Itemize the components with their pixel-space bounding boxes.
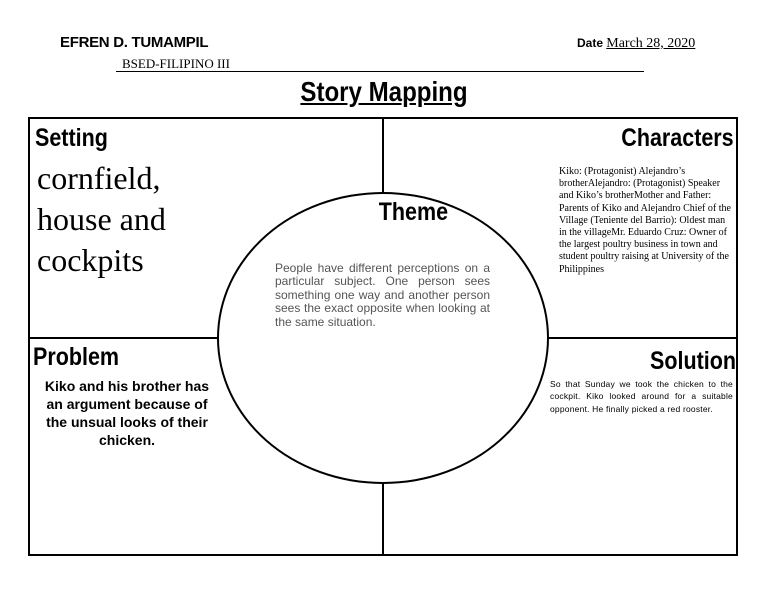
setting-text: cornfield, house and cockpits [37, 160, 166, 278]
theme-text: People have different perceptions on a particular subject. One person sees something one way and another person sees the exact opposite when looking at the same situation. [275, 261, 490, 329]
page-title: Story Mapping [300, 76, 468, 107]
characters-text: Kiko: (Protagonist) Alejandro’s brotherAlejandro: (Protagonist) Speaker and Kiko’s brotherMother and Father: Parents of Kiko and Alejandro Chief of the Village (Teniente del Barrio): Oldest man in the villageMr. Eduardo Cruz: Owner of the largest poultry business in town and student poultry raising at University of the Philippines [559, 166, 731, 275]
problem-text: Kiko and his brother has an argument because of the unsual looks of their chicken. [44, 378, 210, 448]
student-name: EFREN D. TUMAMPIL [60, 34, 209, 51]
solution-heading: Solution [650, 347, 736, 375]
date-label: Date [577, 36, 604, 50]
characters-heading: Characters [621, 124, 734, 152]
solution-text: So that Sunday we took the chicken to the cockpit. Kiko looked around for a suitable opponent. He finally picked a red rooster. [550, 379, 733, 414]
student-course: BSED-FILIPINO III [122, 56, 230, 71]
setting-heading: Setting [35, 124, 108, 152]
date-field [577, 35, 695, 52]
theme-circle [217, 192, 549, 484]
problem-heading: Problem [33, 343, 120, 371]
course-underline [116, 71, 644, 72]
theme-heading: Theme [378, 198, 449, 226]
date-value: March 28, 2020 [606, 36, 696, 51]
